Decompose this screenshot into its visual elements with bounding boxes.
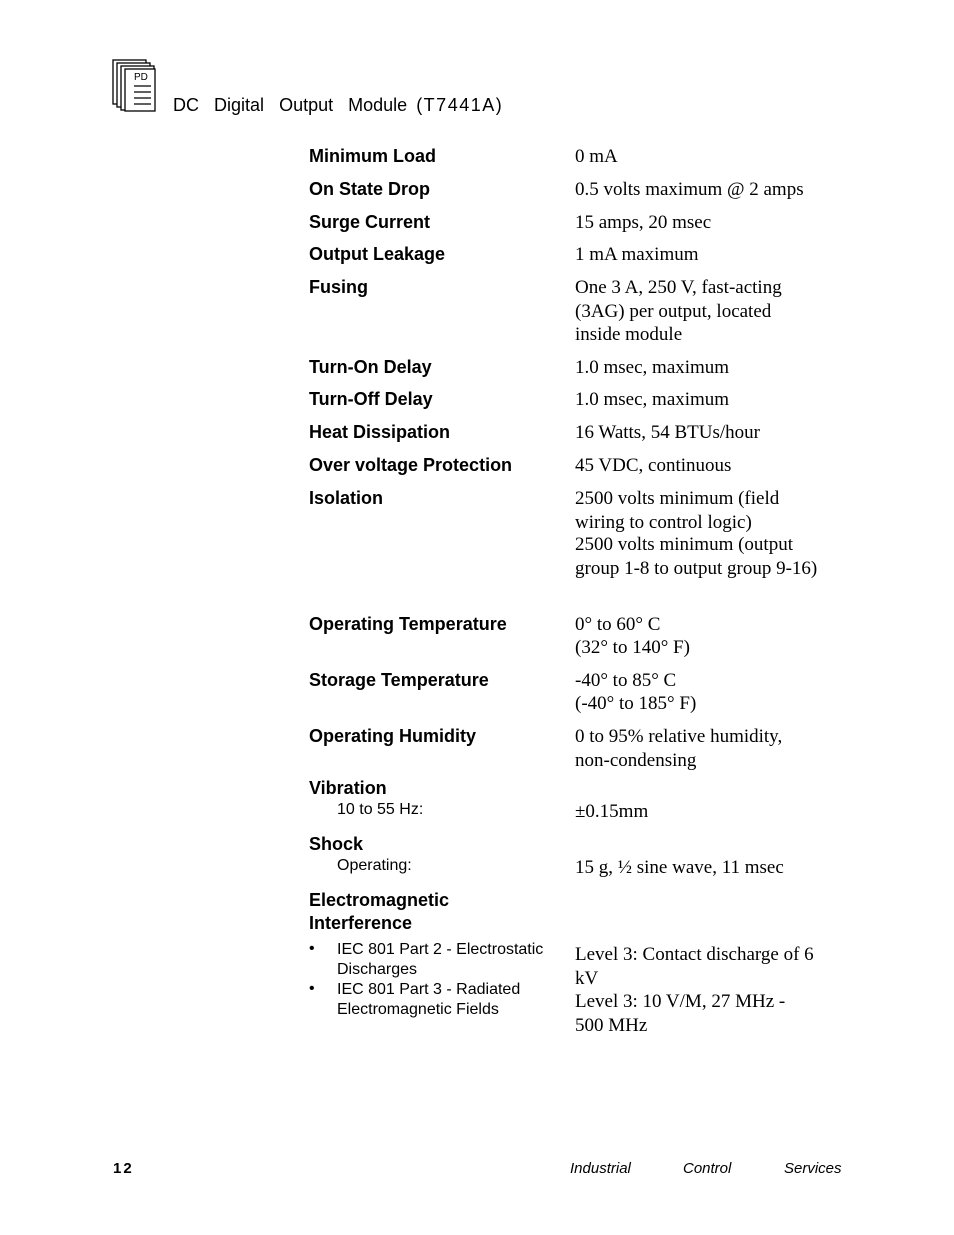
- spec-label-operating-temperature: Operating Temperature: [309, 614, 507, 634]
- spec-value-minimum-load: 0 mA: [575, 146, 618, 167]
- spec-label-on-state-drop: On State Drop: [309, 179, 431, 199]
- spec-value-operating-temperature-c: 0° to 60° C: [575, 614, 661, 635]
- spec-label-electromagnetic-interference: Electromagnetic Interference: [309, 890, 450, 933]
- header-title-word: Output: [279, 95, 334, 115]
- spec-value-shock: 15 g, ½ sine wave, 11 msec: [575, 857, 784, 878]
- bullet-marker: •: [309, 980, 315, 997]
- spec-sub-shock-operating: Operating:: [337, 857, 412, 874]
- spec-value-isolation-groups: 2500 volts minimum (output group 1-8 to output group 9-16): [575, 534, 818, 579]
- header-title-word: Digital: [214, 95, 265, 115]
- spec-label-minimum-load: Minimum Load: [309, 146, 436, 166]
- spec-label-turn-on-delay: Turn-On Delay: [309, 357, 432, 377]
- spec-label-over-voltage-protection: Over voltage Protection: [309, 455, 513, 475]
- header-title-word: (T7441A): [416, 95, 504, 115]
- spec-label-output-leakage: Output Leakage: [309, 244, 446, 264]
- page-number: 12: [113, 1160, 134, 1177]
- page-header-title: [173, 95, 513, 116]
- header-title-word: Module: [348, 95, 408, 115]
- spec-value-storage-temperature-c: -40° to 85° C: [575, 670, 677, 691]
- spec-label-turn-off-delay: Turn-Off Delay: [309, 389, 433, 409]
- spec-value-isolation: 2500 volts minimum (field wiring to control logic): [575, 488, 780, 533]
- spec-value-storage-temperature-f: (-40° to 185° F): [575, 693, 697, 714]
- spec-value-vibration: ±0.15mm: [575, 801, 649, 822]
- spec-value-operating-temperature-f: (32° to 140° F): [575, 637, 690, 658]
- header-title-word: DC: [173, 95, 199, 115]
- footer-org-word: Industrial: [570, 1160, 631, 1177]
- spec-value-output-leakage: 1 mA maximum: [575, 244, 699, 265]
- spec-label-fusing: Fusing: [309, 277, 368, 297]
- bullet-marker: •: [309, 940, 315, 957]
- spec-value-operating-humidity: 0 to 95% relative humidity, non-condensing: [575, 726, 783, 771]
- spec-value-on-state-drop: 0.5 volts maximum @ 2 amps: [575, 179, 804, 200]
- spec-sub-vibration-frequency: 10 to 55 Hz:: [337, 801, 424, 818]
- footer-org-word: Control: [683, 1160, 732, 1177]
- spec-value-emi-electrostatic: Level 3: Contact discharge of 6 kV: [575, 944, 814, 989]
- spec-label-vibration: Vibration: [309, 778, 387, 798]
- spec-value-over-voltage-protection: 45 VDC, continuous: [575, 455, 732, 476]
- spec-label-storage-temperature: Storage Temperature: [309, 670, 489, 690]
- spec-value-turn-off-delay: 1.0 msec, maximum: [575, 389, 730, 410]
- spec-label-surge-current: Surge Current: [309, 212, 431, 232]
- footer-org-word: Services: [784, 1160, 842, 1177]
- spec-value-emi-radiated: Level 3: 10 V/M, 27 MHz - 500 MHz: [575, 991, 786, 1036]
- spec-value-surge-current: 15 amps, 20 msec: [575, 212, 712, 233]
- spec-value-heat-dissipation: 16 Watts, 54 BTUs/hour: [575, 422, 760, 443]
- spec-label-isolation: Isolation: [309, 488, 384, 508]
- spec-label-shock: Shock: [309, 834, 364, 854]
- spec-value-fusing: One 3 A, 250 V, fast-acting (3AG) per output, located inside module: [575, 277, 782, 345]
- spec-value-turn-on-delay: 1.0 msec, maximum: [575, 357, 730, 378]
- spec-label-heat-dissipation: Heat Dissipation: [309, 422, 451, 442]
- logo-text: PD: [134, 72, 148, 83]
- emi-bullet-electrostatic: IEC 801 Part 2 - Electrostatic Discharges: [337, 941, 544, 978]
- spec-label-operating-humidity: Operating Humidity: [309, 726, 477, 746]
- pd-document-stack-logo: [112, 59, 158, 113]
- emi-bullet-radiated: IEC 801 Part 3 - Radiated Electromagnetic Fields: [337, 981, 521, 1018]
